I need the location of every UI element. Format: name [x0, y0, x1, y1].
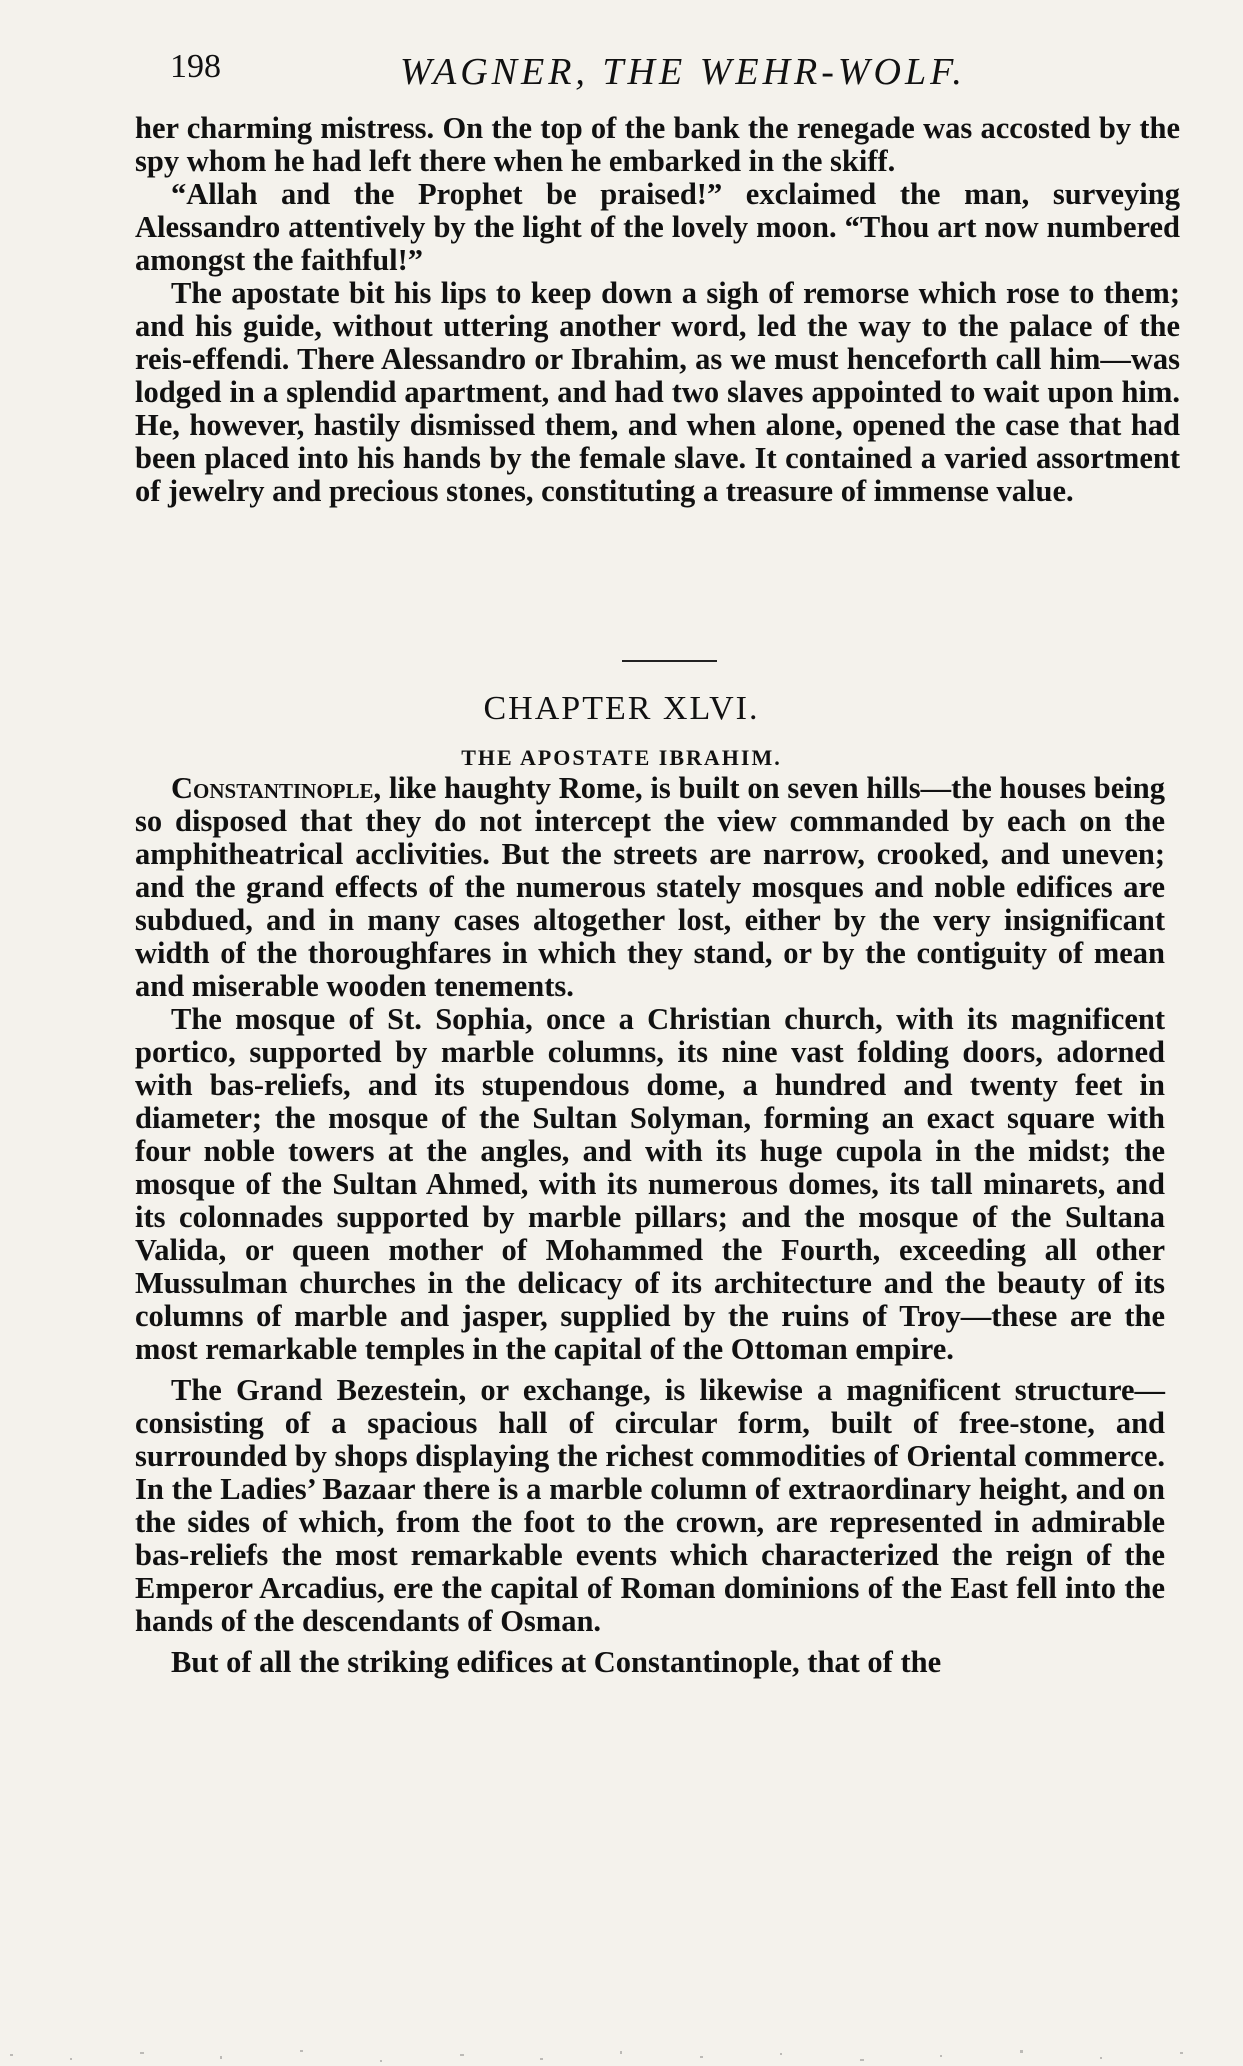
paragraph: “Allah and the Prophet be praised!” exclaimed the man, surveying Alessandro attentively by the light of the lovely moon. “Thou art now numbered amongst the faithful!”	[135, 177, 1180, 277]
paragraph	[135, 772, 1165, 1003]
page-number: 198	[170, 48, 221, 85]
paragraph: But of all the striking edifices at Constantinople, that of the	[171, 1645, 942, 1679]
paragraph: The mosque of St. Sophia, once a Christian church, with its magnificent portico, supported by marble columns, its nine vast folding doors, adorned with bas-reliefs, and its stupendous dome, a hundred and twenty feet in diameter; the mosque of the Sultan Solyman, forming an exact square with four noble towers at the angles, and with its huge cupola in the midst; the mosque of the Sultan Ahmed, with its numerous domes, its tall minarets, and its colonnades supported by marble pillars; and the mosque of the Sultana Valida, or queen mother of Mohammed the Fourth, exceeding all other Mussulman churches in the delicacy of its architecture and the beauty of its columns of marble and jasper, supplied by the ruins of Troy—these are the most remarkable temples in the capital of the Ottoman empire.	[135, 1002, 1165, 1366]
paragraph: The Grand Bezestein, or exchange, is likewise a magnificent structure—consisting of a spacious hall of circular form, built of free-stone, and surrounded by shops displaying the richest commodities of Oriental commerce. In the Ladies’ Bazaar there is a marble column of extraordinary height, and on the sides of which, from the foot to the crown, are represented in admirable bas-reliefs the most remarkable events which characterized the reign of the Emperor Arcadius, ere the capital of Roman dominions of the East fell into the hands of the descendants of Osman.	[135, 1373, 1165, 1638]
top-text-block	[135, 112, 1180, 508]
chapter-text-block	[135, 772, 1165, 1679]
paragraph: The apostate bit his lips to keep down a sigh of remorse which rose to them; and his guide, without uttering another word, led the way to the palace of the reis-effendi. There Alessandro or Ibrahim, as we must henceforth call him—was lodged in a splendid apartment, and had two slaves appointed to wait upon him. He, however, hastily dismissed them, and when alone, opened the case that had been placed into his hands by the female slave. It contained a varied assortment of jewelry and precious stones, constituting a treasure of immense value.	[135, 276, 1180, 508]
scan-noise	[0, 2036, 1243, 2066]
running-title: WAGNER, THE WEHR-WOLF.	[400, 51, 966, 93]
opening-word: Constantinople,	[171, 771, 382, 805]
chapter-subtitle: THE APOSTATE IBRAHIM.	[461, 745, 782, 770]
chapter-title: CHAPTER XLVI.	[483, 690, 760, 727]
opening-paragraph-text: like haughty Rome, is built on seven hills—the houses being so disposed that they do not intercept the view commanded by each on the amphitheatrical acclivities. But the streets are narrow, crooked, and uneven; and the grand effects of the numerous stately mosques and noble edifices are subdued, and in many cases altogether lost, either by the very insignificant width of the thoroughfares in which they stand, or by the contiguity of mean and miserable wooden tenements.	[135, 771, 1165, 1003]
paragraph: her charming mistress. On the top of the bank the renegade was accosted by the spy whom he had left there when he embarked in the skiff.	[135, 111, 1180, 178]
page-header	[170, 40, 1020, 100]
section-divider	[622, 660, 717, 662]
